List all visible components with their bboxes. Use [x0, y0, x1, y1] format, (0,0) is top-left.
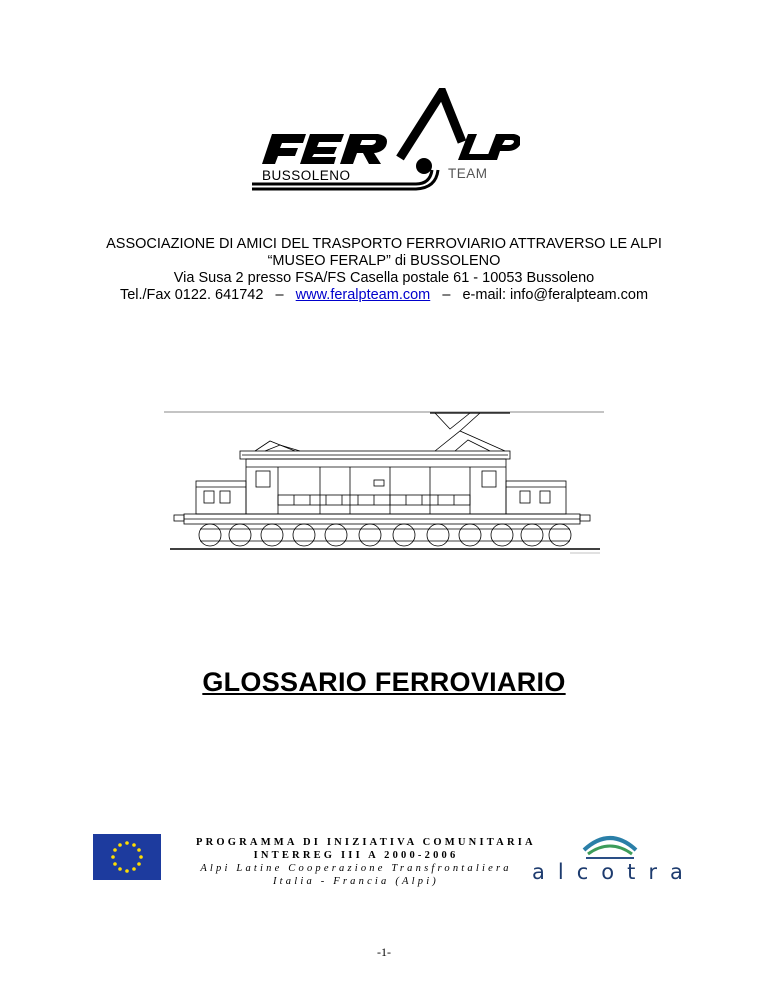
- alcotra-mountain-icon: [580, 830, 640, 860]
- alcotra-wordmark: alcotra: [532, 860, 696, 884]
- alcotra-logo: [528, 830, 698, 886]
- program-line-4: Italia - Francia (Alpi): [272, 876, 440, 887]
- contact-line: [0, 286, 768, 304]
- page-title: GLOSSARIO FERROVIARIO: [202, 667, 566, 697]
- program-countries: [196, 876, 516, 888]
- locomotive-drawing: [160, 405, 606, 570]
- logo-label-bussoleno: BUSSOLENO: [262, 168, 351, 183]
- website-link[interactable]: www.feralpteam.com: [295, 287, 431, 303]
- logo-label-team: TEAM: [448, 166, 488, 181]
- address-line: Via Susa 2 presso FSA/FS Casella postale 61 - 10053 Bussoleno: [173, 270, 595, 286]
- program-line-2: INTERREG III A 2000-2006: [253, 850, 459, 861]
- program-cooperation: [196, 863, 516, 875]
- program-title: [196, 837, 536, 849]
- feralp-logo: [248, 88, 520, 194]
- eu-flag-icon: [93, 834, 161, 880]
- page-number: -1-: [377, 945, 391, 959]
- phone-text: Tel./Fax 0122. 641742 –: [119, 287, 296, 303]
- program-interreg: [196, 850, 516, 862]
- association-name: ASSOCIAZIONE DI AMICI DEL TRASPORTO FERROVIARIO ATTRAVERSO LE ALPI: [106, 236, 662, 252]
- program-line-3: Alpi Latine Cooperazione Transfrontaliera: [200, 863, 512, 874]
- email-text: – e-mail: info@feralpteam.com: [430, 287, 649, 303]
- museum-name: “MUSEO FERALP” di BUSSOLENO: [267, 253, 501, 269]
- program-line-1: PROGRAMMA DI INIZIATIVA COMUNITARIA: [196, 837, 536, 848]
